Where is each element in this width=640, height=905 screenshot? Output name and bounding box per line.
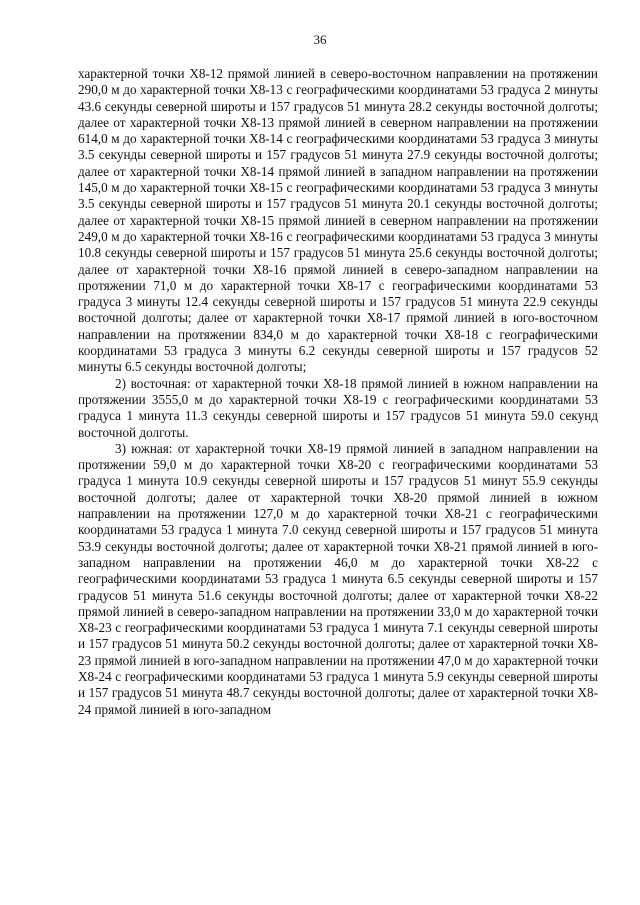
paragraph-south-boundary: 3) южная: от характерной точки Х8-19 прямой линией в западном направлении на протяжении 59,0 м до характерной точки Х8-20 с географическими координатами 53 градуса 1 минута 10.9 секунды северной широты и 157 градусов 51 минут 55.9 секунды восточной долготы; далее от характерной точки Х8-20 прямой линией в южном направлении на протяжении 127,0 м до характерной точки Х8-21 с географическими координатами 53 градуса 1 минута 7.0 секунд северной широты и 157 градусов 51 минута 53.9 секунды восточной долготы; далее от характерной точки Х8-21 прямой линией в юго-западном направлении на протяжении 46,0 м до характерной точки Х8-22 с географическими координатами 53 градуса 1 минута 6.5 секунды северной широты и 157 градусов 51 минута 51.6 секунды восточной долготы; далее от характерной точки Х8-22 прямой линией в северо-западном направлении на протяжении 33,0 м до характерной точки Х8-23 с географическими координатами 53 градуса 1 минута 7.1 секунды северной широты и 157 градусов 51 минута 50.2 секунды восточной долготы; далее от характерной точки Х8-23 прямой линией в юго-западном направлении на протяжении 47,0 м до характерной точки Х8-24 с географическими координатами 53 градуса 1 минута 5.9 секунды северной широты и 157 градусов 51 минута 48.7 секунды восточной долготы; далее от характерной точки Х8-24 прямой линией в юго-западном [78,440,598,717]
document-body [78,66,598,718]
page-number: 36 [313,32,327,47]
paragraph-east-boundary: 2) восточная: от характерной точки Х8-18 прямой линией в южном направлении на протяжении 3555,0 м до характерной точки Х8-19 с географическими координатами 53 градуса 1 минута 11.3 секунды северной широты и 157 градусов 51 минута 59.0 секунд восточной долготы. [78,375,598,440]
paragraph-continuation: характерной точки Х8-12 прямой линией в северо-восточном направлении на протяжении 290,0 м до характерной точки Х8-13 с географическими координатами 53 градуса 2 минуты 43.6 секунды северной широты и 157 градусов 51 минута 28.2 секунды восточной долготы; далее от характерной точки Х8-13 прямой линией в северном направлении на протяжении 614,0 м до характерной точки Х8-14 с географическими координатами 53 градуса 3 минуты 3.5 секунды северной широты и 157 градусов 51 минута 27.9 секунды восточной долготы; далее от характерной точки Х8-14 прямой линией в западном направлении на протяжении 145,0 м до характерной точки Х8-15 с географическими координатами 53 градуса 3 минуты 3.5 секунды северной широты и 157 градусов 51 минута 20.1 секунды восточной долготы; далее от характерной точки Х8-15 прямой линией в северном направлении на протяжении 249,0 м до характерной точки Х8-16 с географическими координатами 53 градуса 3 минуты 10.8 секунды северной широты и 157 градусов 51 минута 25.6 секунды восточной долготы; далее от характерной точки Х8-16 прямой линией в северо-западном направлении на протяжении 71,0 м до характерной точки Х8-17 с географическими координатами 53 градуса 3 минуты 12.4 секунды северной широты и 157 градусов 51 минута 22.9 секунды восточной долготы; далее от характерной точки Х8-17 прямой линией в юго-восточном направлении на протяжении 834,0 м до характерной точки Х8-18 с географическими координатами 53 градуса 3 минуты 6.2 секунды северной широты и 157 градусов 52 минуты 6.5 секунды восточной долготы; [78,66,598,375]
